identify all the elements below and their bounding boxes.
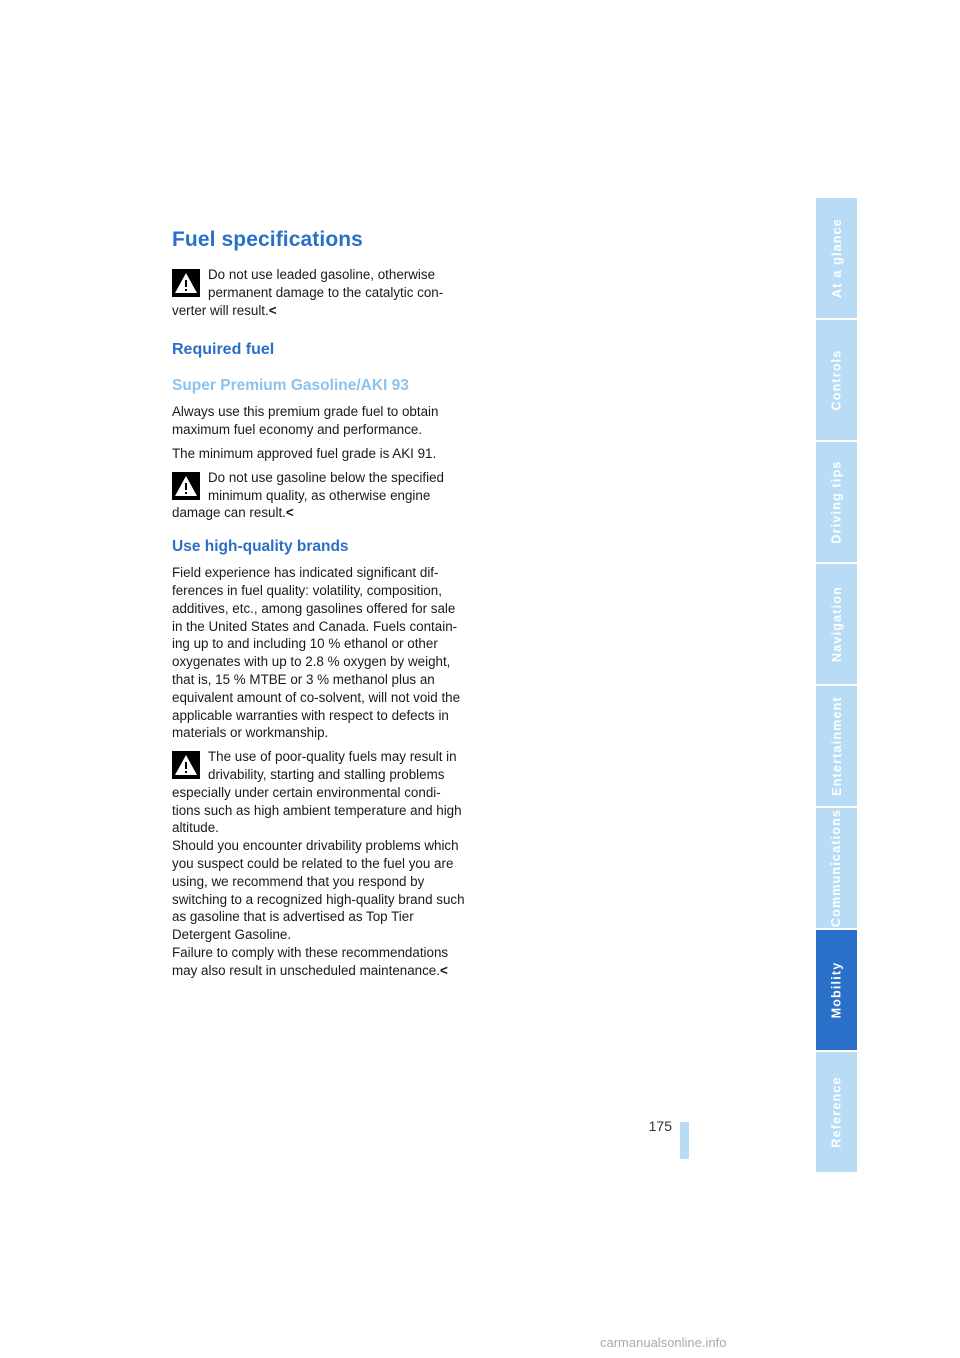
tab-mobility[interactable]: Mobility — [816, 930, 857, 1050]
page-title: Fuel specifications — [172, 228, 363, 251]
tab-reference[interactable]: Reference — [816, 1052, 857, 1172]
end-mark: < — [285, 505, 294, 521]
tab-communications[interactable]: Communications — [816, 808, 857, 928]
warning-triangle-icon — [172, 269, 200, 297]
chapter-tabs — [816, 198, 857, 1174]
warning-triangle-icon — [172, 751, 200, 779]
tab-navigation[interactable]: Navigation — [816, 564, 857, 684]
warning-note — [172, 748, 466, 979]
tab-at-a-glance[interactable]: At a glance — [816, 198, 857, 318]
tab-driving-tips[interactable]: Driving tips — [816, 442, 857, 562]
end-mark: < — [439, 962, 448, 978]
warning-text-final: Failure to comply with these recommendations may also result in unscheduled maintenance. — [172, 944, 449, 978]
warning-text: The use of poor-quality fuels may result in drivability, starting and stalling problems especially under certain environmental condi-tions such as high ambient temperature and high altitude. — [172, 749, 462, 836]
warning-note — [172, 469, 466, 522]
tab-entertainment[interactable]: Entertainment — [816, 686, 857, 806]
warning-triangle-icon — [172, 472, 200, 500]
paragraph-field-experience: Field experience has indicated significant dif-ferences in fuel quality: volatility, composition, additives, etc., among gasolines offered for sale in the United States and Canada. Fuels contain-ing up to and including 10 % ethanol or other oxygenates with up to 2.8 % oxygen by weight, that is, 15 % MTBE or 3 % methanol plus an equivalent amount of co-solvent, will not void the applicable warranties with respect to defects in materials or workmanship. — [172, 565, 461, 741]
warning-text-continued: Should you encounter drivability problems which you suspect could be related to the fuel you are using, we recommend that you respond by switching to a recognized high-quality brand such as gasoline that is advertised as Top Tier Detergent Gasoline. — [172, 838, 465, 943]
tab-controls[interactable]: Controls — [816, 320, 857, 440]
watermark: carmanualsonline.info — [600, 1335, 727, 1350]
subheading-super-premium: Super Premium Gasoline/AKI 93 — [172, 377, 409, 395]
warning-text: Do not use gasoline below the specified minimum quality, as otherwise engine damage can result. — [172, 469, 444, 521]
section-heading-required-fuel: Required fuel — [172, 341, 275, 359]
paragraph-always: Always use this premium grade fuel to obtain maximum fuel economy and performance. — [172, 404, 439, 438]
main-content — [172, 228, 466, 986]
subheading-brands: Use high-quality brands — [172, 538, 349, 556]
warning-text: Do not use leaded gasoline, otherwise permanent damage to the catalytic con-verter will result. — [172, 267, 444, 318]
warning-note — [172, 266, 466, 319]
page-number: 175 — [648, 1118, 672, 1134]
paragraph-minimum: The minimum approved fuel grade is AKI 91. — [172, 445, 437, 461]
end-mark: < — [268, 302, 277, 318]
page-number-bar — [680, 1122, 689, 1159]
